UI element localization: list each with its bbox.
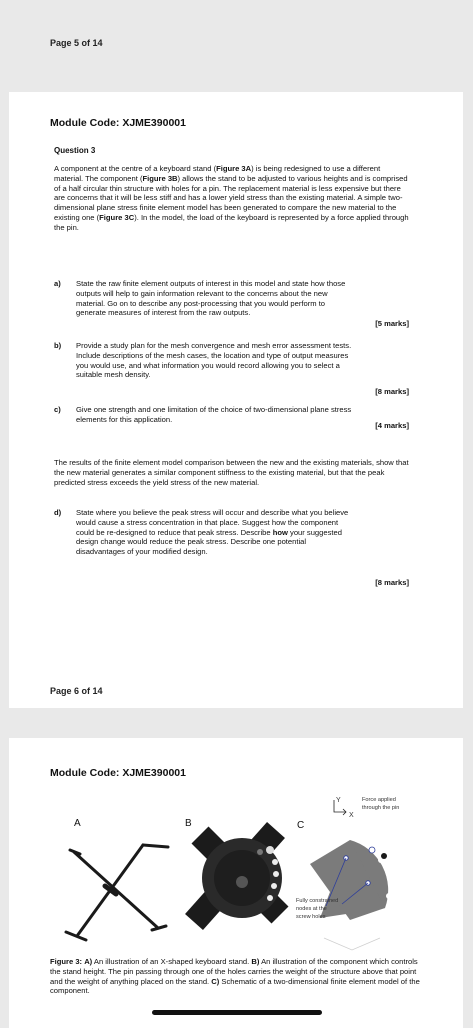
- figure-3: [50, 790, 435, 960]
- results-paragraph: The results of the finite element model comparison between the new and the existing materials, show that the new material generates a similar component stiffness to the existing material, but that the peak predicted stress exceeds the yield stress of the new material.: [54, 458, 409, 487]
- question-item-c: c) Give one strength and one limitation of the choice of two-dimensional plane stress elements for this application. [4 marks]: [54, 405, 409, 430]
- page-number-6: Page 6 of 14: [50, 686, 103, 696]
- constrained-note-line-1: Fully constrained: [296, 898, 339, 904]
- component-photo: [188, 830, 288, 960]
- axis-x-label: X: [349, 812, 354, 819]
- fe-schematic: [310, 800, 394, 950]
- marks-d: [8 marks]: [375, 578, 409, 587]
- module-code: Module Code: XJME390001: [50, 117, 186, 129]
- figure-label-b: B: [185, 818, 192, 829]
- constrained-note-line-2: nodes at the: [296, 906, 327, 912]
- module-code-page-6: Module Code: XJME390001: [50, 767, 186, 779]
- home-indicator[interactable]: [152, 1010, 322, 1015]
- force-note-line-1: Force applied: [362, 797, 396, 803]
- page-number-5: Page 5 of 14: [50, 38, 103, 48]
- figure-caption: Figure 3: A) An illustration of an X-shaped keyboard stand. B) An illustration of the component which controls the stand height. The pin passing through one of the holes carries the weight of the structure above that point and the weight of anything placed on the stand. C) Schematic of a two-dimensional finite element model of the component.: [50, 957, 420, 996]
- axis-y-label: Y: [336, 797, 341, 804]
- figure-3-drawing: [50, 790, 435, 960]
- question-intro: A component at the centre of a keyboard stand (Figure 3A) is being redesigned to use a different material. The component (Figure 3B) allows the stand to be adjusted to various heights and is comprised of a half circular thin structure with holes for a pin. The replacement material is less expensive but there are concerns that it will be less stiff and has a lower yield stress than the existing material. A simple two-dimensional plane stress finite element model has been generated to compare the new material to the existing one (Figure 3C). In the model, the load of the keyboard is represented by a force applied through the pin.: [54, 164, 409, 232]
- figure-label-c: C: [297, 820, 305, 831]
- question-item-a: a) State the raw finite element outputs of interest in this model and state how those outputs will help to gain information relevant to the concerns about the new material. Go on to describe any post-processing that you would perform to generate measures of interest from the raw outputs. [5 marks]: [54, 279, 409, 328]
- marks-b: [8 marks]: [375, 387, 409, 396]
- force-note-line-2: through the pin: [362, 805, 400, 811]
- marks-a: [5 marks]: [375, 319, 409, 328]
- document-page-5: [9, 92, 463, 708]
- keyboard-stand-illustration: [66, 845, 168, 940]
- marks-c: [4 marks]: [375, 421, 409, 430]
- constrained-note-line-3: screw holes: [296, 914, 326, 920]
- document-page-6: [9, 738, 463, 1028]
- question-title: Question 3: [54, 146, 96, 155]
- figure-label-a: A: [74, 818, 81, 829]
- question-item-b: b) Provide a study plan for the mesh convergence and mesh error assessment tests. Include descriptions of the mesh cases, the location and type of output measures you would use, and what information you would record allowing you to select a suitable mesh density. [8 marks]: [54, 341, 409, 396]
- question-item-d: d) State where you believe the peak stress will occur and describe what you believe would cause a stress concentration in that place. Suggest how the component could be re-designed to reduce that peak stress. Describe how your suggested design change would reduce the peak stress. Describe one potential disadvantages of your modified design. [8 marks]: [54, 508, 409, 587]
